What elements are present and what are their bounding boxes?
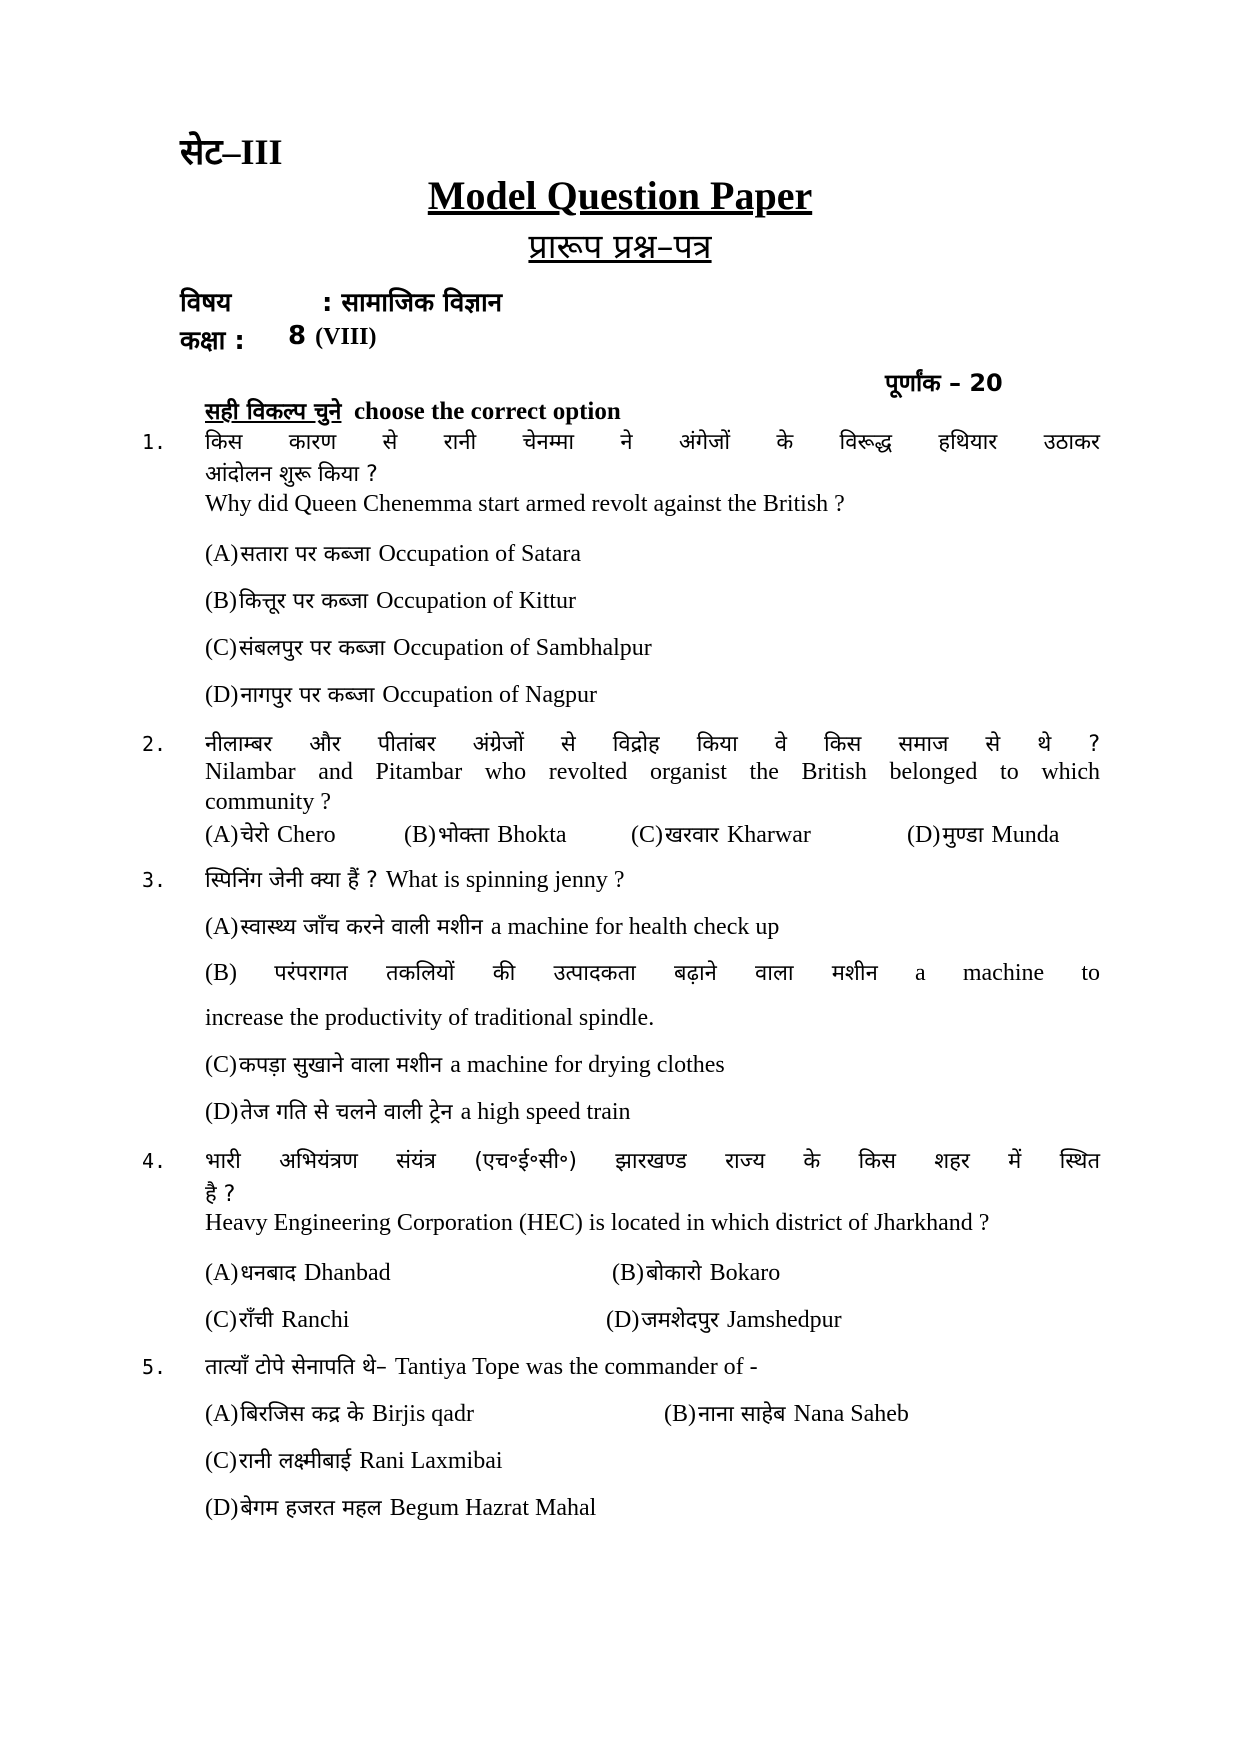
question-text-en: Nilambar and Pitambar who revolted organist the British belonged to which [205, 759, 1100, 785]
option-a: (A)चेरो Chero [205, 822, 336, 848]
question-number: 2. [142, 732, 167, 756]
option-b-continued: increase the productivity of traditional spindle. [205, 1005, 655, 1031]
question-number: 3. [142, 868, 167, 892]
question-number: 4. [142, 1149, 167, 1173]
subject-label: विषय [180, 288, 232, 318]
option-a: (A)स्वास्थ्य जाँच करने वाली मशीन a machine for health check up [205, 914, 780, 940]
question-text-en: community ? [205, 789, 331, 815]
question-text-en: Heavy Engineering Corporation (HEC) is located in which district of Jharkhand ? [205, 1210, 990, 1236]
option-b: (B)कित्तूर पर कब्जा Occupation of Kittur [205, 588, 577, 614]
title-hindi: प्रारूप प्रश्न–पत्र [528, 227, 712, 267]
set-label: सेट–III [180, 132, 283, 172]
question-text-en: Why did Queen Chenemma start armed revolt against the British ? [205, 491, 845, 517]
option-b: (B) परंपरागत तकलियों की उत्पादकता बढ़ाने वाला मशीन a machine to [205, 960, 1101, 986]
option-b: (B)नाना साहेब Nana Saheb [664, 1401, 909, 1427]
option-c: (C)खरवार Kharwar [631, 822, 811, 848]
option-c: (C)राँची Ranchi [205, 1307, 350, 1333]
question-text: स्पिनिंग जेनी क्या हैं ? What is spinning jenny ? [205, 867, 625, 893]
subject-value: : सामाजिक विज्ञान [322, 288, 503, 318]
option-d: (D)तेज गति से चलने वाली ट्रेन a high speed train [205, 1099, 631, 1125]
option-d: (D)नागपुर पर कब्जा Occupation of Nagpur [205, 682, 598, 708]
option-c: (C)संबलपुर पर कब्जा Occupation of Sambhalpur [205, 635, 652, 661]
option-b: (B)बोकारो Bokaro [612, 1260, 781, 1286]
instruction: सही विकल्प चुने choose the correct option [205, 398, 621, 425]
question-text-hi: भारी अभियंत्रण संयंत्र (एच॰ई॰सी॰) झारखण्ड राज्य के किस शहर में स्थित [205, 1149, 1100, 1174]
title-english: Model Question Paper [427, 173, 813, 218]
option-a: (A)बिरजिस कद्र के Birjis qadr [205, 1401, 474, 1427]
question-number: 5. [142, 1355, 167, 1379]
option-a: (A)सतारा पर कब्जा Occupation of Satara [205, 541, 582, 567]
question-text-hi: आंदोलन शुरू किया ? [205, 462, 378, 487]
option-b: (B)भोक्ता Bhokta [404, 822, 567, 848]
question-text: तात्याँ टोपे सेनापति थे– Tantiya Tope was the commander of - [205, 1354, 758, 1380]
option-d: (D)मुण्डा Munda [907, 822, 1060, 848]
question-text-hi: नीलाम्बर और पीतांबर अंग्रेजों से विद्रोह किया वे किस समाज से थे ? [205, 732, 1100, 757]
option-c: (C)कपड़ा सुखाने वाला मशीन a machine for drying clothes [205, 1052, 725, 1078]
question-number: 1. [142, 430, 167, 454]
total-marks: पूर्णांक – 20 [885, 369, 1003, 397]
option-c: (C)रानी लक्ष्मीबाई Rani Laxmibai [205, 1448, 503, 1474]
question-text-hi: किस कारण से रानी चेनम्मा ने अंगेजों के विरूद्ध हथियार उठाकर [205, 430, 1100, 455]
option-a: (A)धनबाद Dhanbad [205, 1260, 391, 1286]
option-d: (D)जमशेदपुर Jamshedpur [606, 1307, 842, 1333]
class-value: 8 (VIII) [288, 321, 377, 351]
class-label: कक्षा : [180, 326, 245, 356]
option-d: (D)बेगम हजरत महल Begum Hazrat Mahal [205, 1495, 597, 1521]
question-text-hi: है ? [205, 1182, 236, 1207]
